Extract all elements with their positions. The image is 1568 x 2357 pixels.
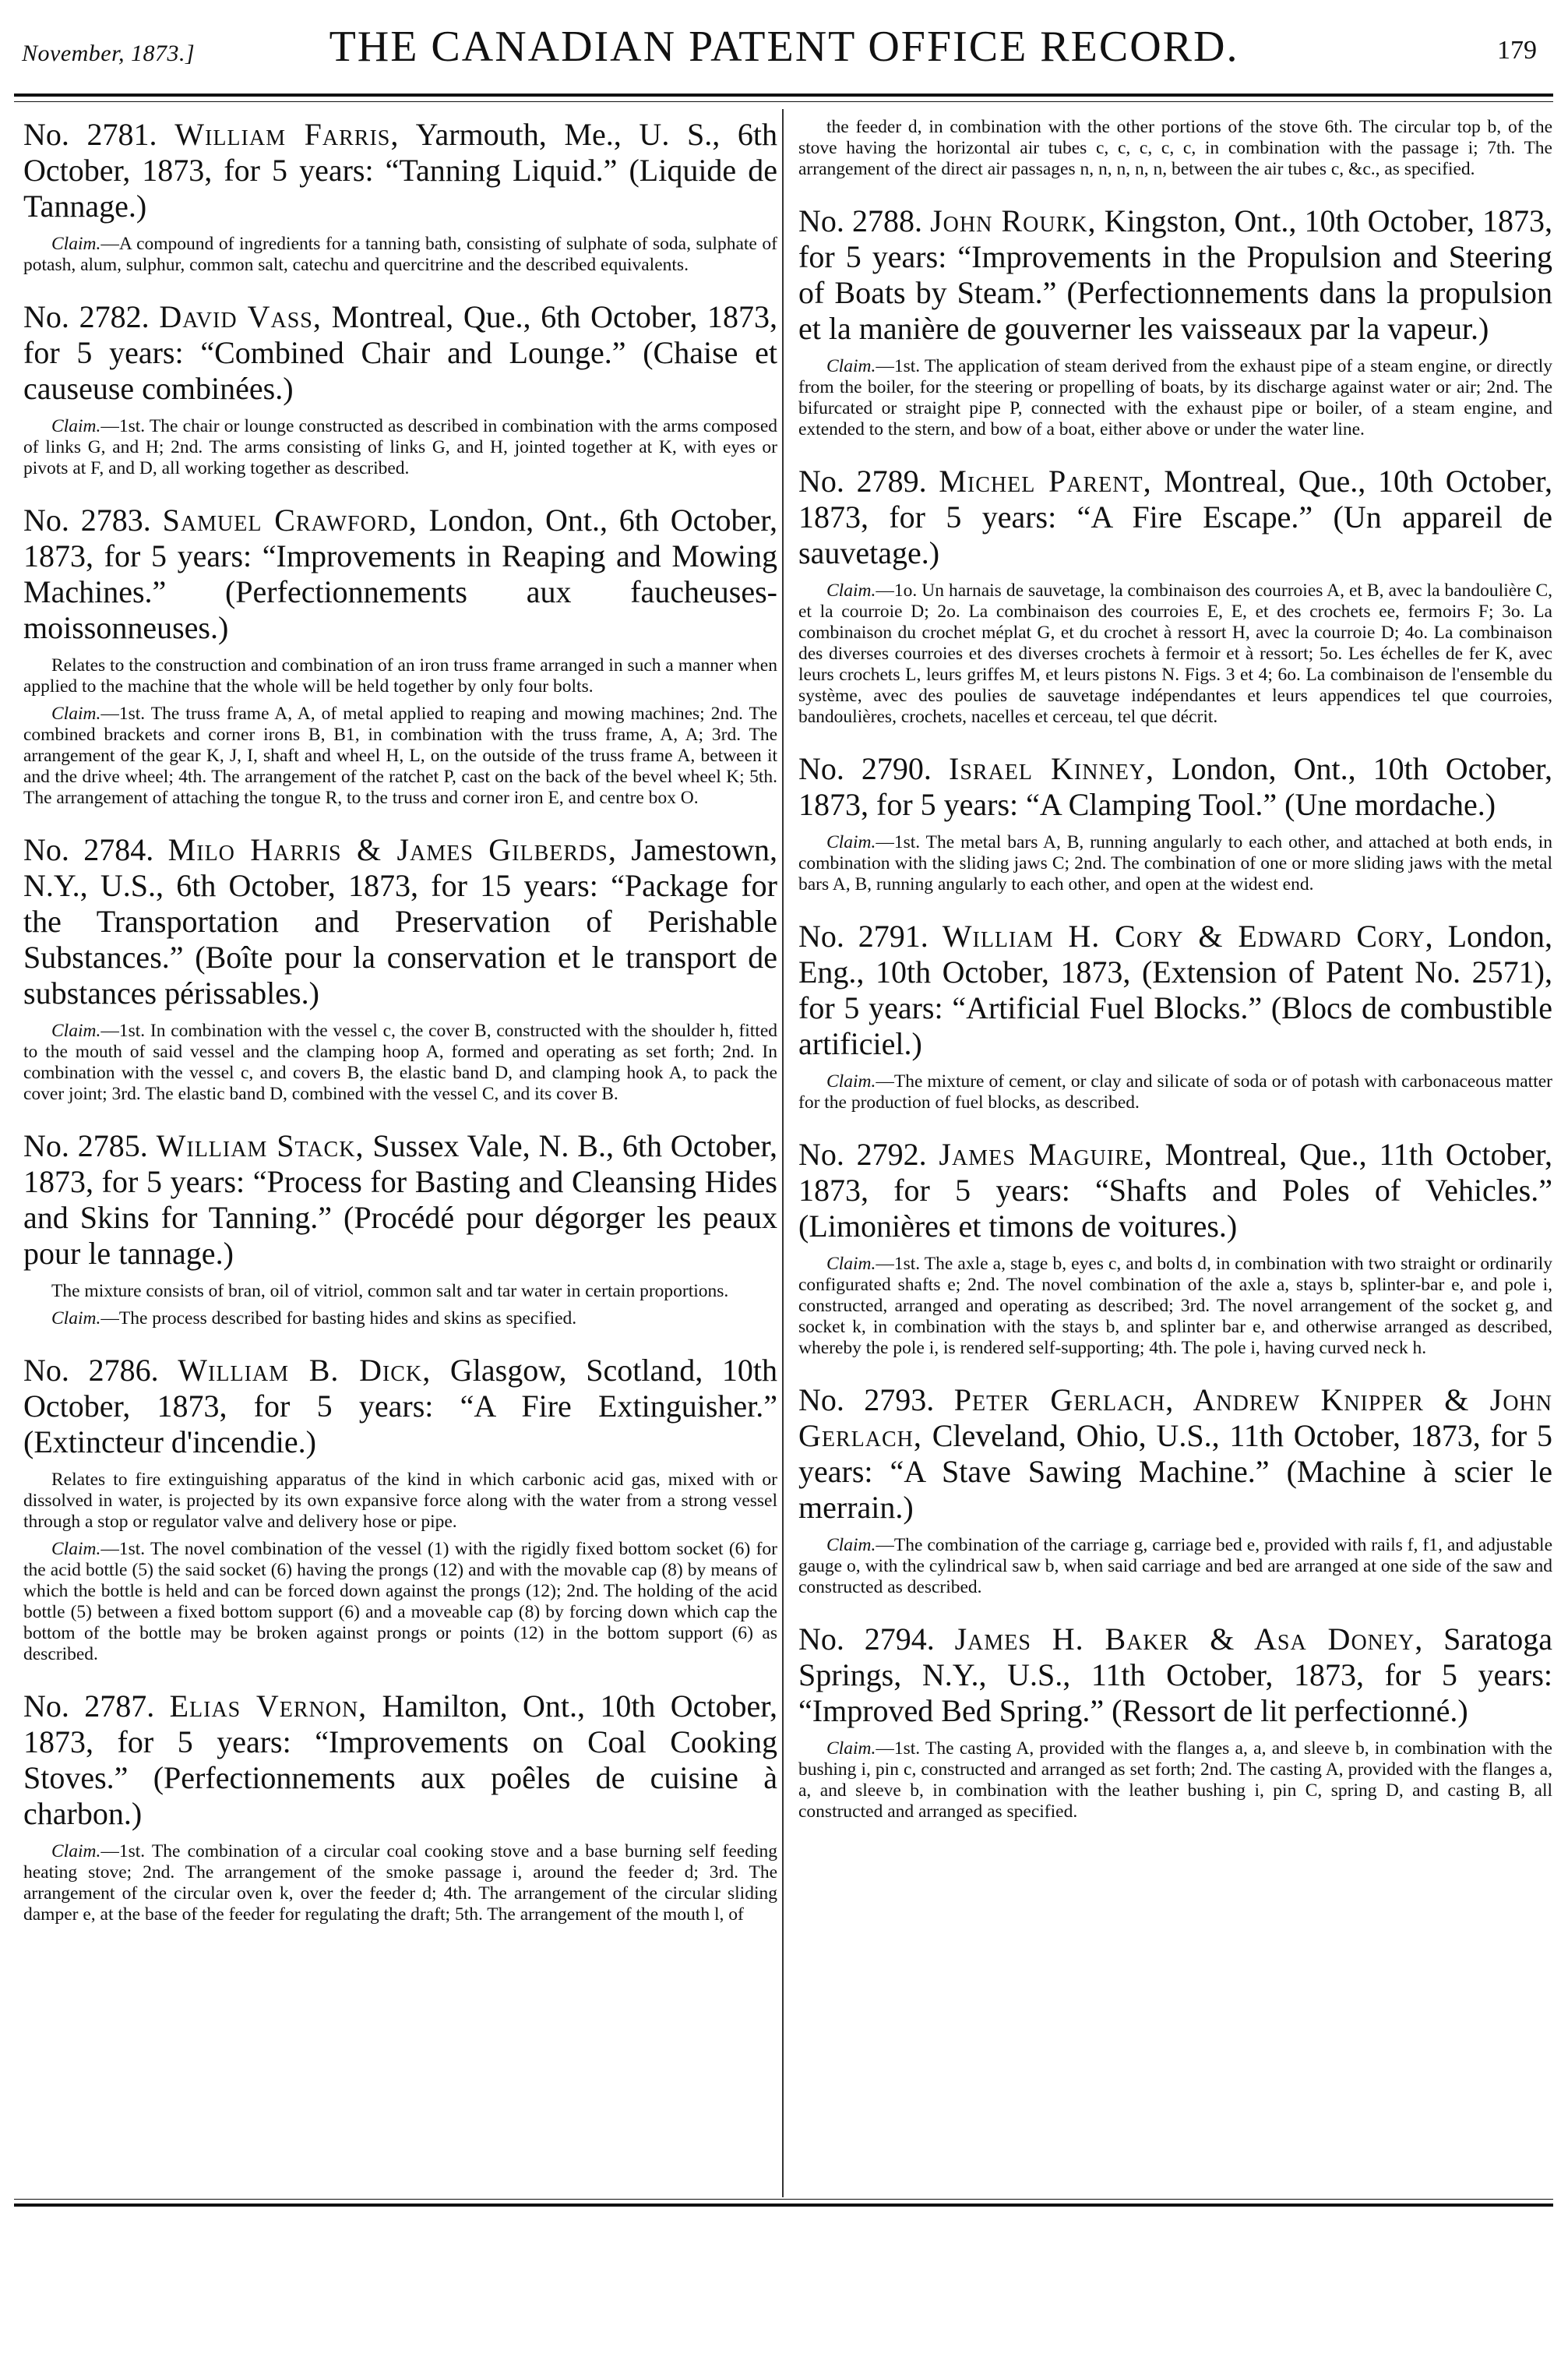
patent-heading xyxy=(23,832,777,1011)
patent-details: London, Ont., 10th October, 1873, for 5 years: “A Clamping Tool.” (Une mordache.) xyxy=(798,751,1553,822)
patentee-name: Samuel Crawford, xyxy=(162,503,418,538)
patent-number: No. 2791. xyxy=(798,919,928,954)
claim-paragraph xyxy=(798,1254,1552,1359)
patentee-name: William Stack, xyxy=(156,1128,365,1163)
patentee-name: Milo Harris & James Gilberds, xyxy=(167,832,617,867)
patent-details: Montreal, Que., 11th October, 1873, for 5 years: “Shafts and Poles of Vehicles.” (Limonières et timons de voitures.) xyxy=(798,1137,1553,1244)
patent-number: No. 2783. xyxy=(23,503,151,538)
patent-entry xyxy=(798,919,1552,1113)
claim-paragraph xyxy=(23,1539,777,1665)
patent-number: No. 2784. xyxy=(23,832,154,867)
patent-number: No. 2782. xyxy=(23,299,150,334)
claim-label: Claim. xyxy=(826,356,876,376)
claim-paragraph xyxy=(23,416,777,479)
paragraph-text: —1st. The metal bars A, B, running angularly to each other, and attached at both ends, in combination with the sliding jaws C; 2nd. The combination of one or more sliding jaws with the metal bars A, B, running angularly to each other, and open at the widest end. xyxy=(798,832,1552,894)
left-column xyxy=(23,117,777,1949)
patentee-name: Israel Kinney, xyxy=(949,751,1155,786)
claim-label: Claim. xyxy=(826,1535,876,1555)
column-divider xyxy=(782,109,784,2197)
paragraph-text: Relates to fire extinguishing apparatus of the kind in which carbonic acid gas, mixed with or dissolved in water, is projected by its own expansive force along with the water from a strong vessel through a stop or regulator valve and delivery hose or pipe. xyxy=(23,1470,777,1532)
patent-heading xyxy=(798,464,1552,571)
patentee-name: William B. Dick, xyxy=(178,1353,432,1388)
paragraph-text: —The process described for basting hides and skins as specified. xyxy=(100,1308,577,1328)
patent-heading xyxy=(798,203,1552,347)
patent-number: No. 2788. xyxy=(798,203,922,238)
patent-entry xyxy=(23,1128,777,1329)
claim-label: Claim. xyxy=(51,1308,101,1328)
claim-paragraph xyxy=(798,356,1552,440)
footer-rule-thin xyxy=(14,2199,1553,2200)
patent-details: Jamestown, N.Y., U.S., 6th October, 1873, for 15 years: “Package for the Transportation and Preservation of Perishable Substances.” (Boîte pour la conservation et le transport de substances périssables.) xyxy=(23,832,777,1011)
claim-label: Claim. xyxy=(51,1021,101,1041)
header-date: November, 1873.] xyxy=(22,41,196,66)
patent-entry xyxy=(798,1137,1552,1359)
patent-heading xyxy=(23,503,777,646)
patent-details: Glasgow, Scotland, 10th October, 1873, for 5 years: “A Fire Extinguisher.” (Extincteur d'incendie.) xyxy=(23,1353,778,1459)
patent-entry xyxy=(23,832,777,1105)
paragraph-text: —1st. In combination with the vessel c, the cover B, constructed with the shoulder h, fitted to the mouth of said vessel and the clamping hoop A, formed and operating as set forth; 2nd. In combination with the vessel c, and covers B, the elastic band D, and clamping hook A, to pack the cover joint; 3rd. The elastic band D, combined with the vessel C, and its cover B. xyxy=(23,1021,777,1104)
patent-entry xyxy=(23,1353,777,1665)
patent-entry xyxy=(798,464,1552,728)
patent-heading xyxy=(23,117,777,224)
patentee-name: William Farris, xyxy=(174,117,400,152)
patent-number: No. 2786. xyxy=(23,1353,159,1388)
claim-label: Claim. xyxy=(51,1539,101,1559)
description-paragraph xyxy=(23,1281,777,1302)
claim-label: Claim. xyxy=(826,1738,876,1759)
patent-number: No. 2794. xyxy=(798,1621,935,1657)
right-column xyxy=(798,117,1552,1846)
paragraph-text: the feeder d, in combination with the other portions of the stove 6th. The circular top b, of the stove having the horizontal air tubes c, c, c, c, c, in combination with the passage i; 7th. The arrangement of the direct air passages n, n, n, n, n, between the air tubes c, &c., as specified. xyxy=(798,117,1552,179)
patent-entry xyxy=(798,751,1552,895)
patent-details: Sussex Vale, N. B., 6th October, 1873, for 5 years: “Process for Basting and Cleansing Hides and Skins for Tanning.” (Procédé pour dégorger les peaux pour le tannage.) xyxy=(23,1128,778,1271)
claim-paragraph xyxy=(23,234,777,276)
patent-details: London, Ont., 6th October, 1873, for 5 years: “Improvements in Reaping and Mowing Machines.” (Perfectionnements aux faucheuses-moissonneuses.) xyxy=(23,503,778,645)
footer-rule-thick xyxy=(14,2204,1553,2207)
patent-heading xyxy=(798,1621,1552,1729)
paragraph-text: —The combination of the carriage g, carriage bed e, provided with rails f, f1, and adjustable gauge o, with the cylindrical saw b, when said carriage and bed are arranged at one side of the saw and constructed as described. xyxy=(798,1535,1552,1597)
claim-paragraph xyxy=(798,1071,1552,1113)
patent-details: Saratoga Springs, N.Y., U.S., 11th October, 1873, for 5 years: “Improved Bed Spring.” (Ressort de lit perfectionné.) xyxy=(798,1621,1553,1728)
patent-heading xyxy=(798,1382,1552,1526)
patent-entry xyxy=(798,1382,1552,1598)
paragraph-text: —1st. The application of steam derived from the exhaust pipe of a steam engine, or directly from the boiler, for the steering or propelling of boats, by its discharge against water or air; 2nd. The bifurcated or straight pipe P, connected with the exhaust pipe or boiler, of a steam engine, and extended to the stern, and bow of a boat, either above or under the water line. xyxy=(798,356,1552,439)
patentee-name: David Vass, xyxy=(159,299,322,334)
patent-number: No. 2789. xyxy=(798,464,927,499)
patent-entry xyxy=(23,503,777,809)
claim-label: Claim. xyxy=(826,1254,876,1274)
patentee-name: James Maguire, xyxy=(939,1137,1153,1172)
paragraph-text: —1o. Un harnais de sauvetage, la combinaison des courroies A, et B, avec la bandoulière C, et la courroie D; 2o. La combinaison des courroies E, E, et des crochets ee, fermoirs F; 3o. La combinaison du crochet méplat G, et du crochet à ressort H, avec la courroie D; 4o. La combinaison des diverses courroies et des diverses crochets à fermoir et à ressort; 5o. Les échelles de fer K, avec leurs crochets L, leurs griffes M, et leurs pistons N. Figs. 3 et 4; 6o. La combinaison de l'ensemble du système, avec des poulies de sauvetage indépendantes et leurs appendices tel que courroies, bandoulières, crochets, nacelles et cerceau, tel que décrit. xyxy=(798,580,1552,727)
paragraph-text: The mixture consists of bran, oil of vitriol, common salt and tar water in certain proportions. xyxy=(51,1281,729,1301)
claim-paragraph xyxy=(798,832,1552,895)
patentee-name: James H. Baker & Asa Doney, xyxy=(954,1621,1424,1657)
patent-heading xyxy=(798,1137,1552,1244)
claim-paragraph xyxy=(798,580,1552,728)
patent-number: No. 2790. xyxy=(798,751,932,786)
patent-heading xyxy=(23,1128,777,1272)
patent-number: No. 2785. xyxy=(23,1128,148,1163)
claim-label: Claim. xyxy=(826,580,876,601)
patent-number: No. 2781. xyxy=(23,117,157,152)
paragraph-text: —1st. The axle a, stage b, eyes c, and bolts d, in combination with two straight or ordinarily configurated shafts e; 2nd. The novel combination of the axle a, stays b, splinter-bar e, and pole i, constructed, arranged and operating as described; 3rd. The novel arrangement of the socket g, and socket k, in combination with the stays b, and splinter bar e, and otherwise arranged as described, whereby the pole i, is rendered self-supporting; 4th. The pole i, having curved neck h. xyxy=(798,1254,1552,1358)
patent-entry xyxy=(798,1621,1552,1822)
patent-details: London, Eng., 10th October, 1873, (Extension of Patent No. 2571), for 5 years: “Artificial Fuel Blocks.” (Blocs de combustible artificiel.) xyxy=(798,919,1553,1061)
patentee-name: John Rourk, xyxy=(930,203,1097,238)
patent-heading xyxy=(23,299,777,407)
patent-details: Hamilton, Ont., 10th October, 1873, for 5 years: “Improvements on Coal Cooking Stoves.” (Perfectionnements aux poêles de cuisine à charbon.) xyxy=(23,1688,777,1831)
patent-number: No. 2792. xyxy=(798,1137,927,1172)
description-paragraph xyxy=(23,1470,777,1533)
paragraph-text: —1st. The combination of a circular coal cooking stove and a base burning self feeding heating stove; 2nd. The arrangement of the smoke passage i, around the feeder d; 3rd. The arrangement of the circular oven k, over the feeder d; 4th. The arrangement of the circular sliding damper e, at the base of the feeder for regulating the draft; 5th. The arrangement of the mouth l, of xyxy=(23,1841,777,1925)
paragraph-text: Relates to the construction and combination of an iron truss frame arranged in such a manner when applied to the machine that the whole will be held together by only four bolts. xyxy=(23,655,777,697)
claim-label: Claim. xyxy=(826,1071,876,1092)
patent-number: No. 2787. xyxy=(23,1688,155,1724)
claim-label: Claim. xyxy=(51,704,101,724)
paragraph-text: —1st. The novel combination of the vessel (1) with the rigidly fixed bottom socket (6) for the acid bottle (5) the said socket (6) having the prongs (12) and with the movable cap (8) by means of which the bottle is held and can be forced down against the prongs (12); 2nd. The holding of the acid bottle (5) between a fixed bottom support (6) and a moveable cap (8) by forcing down which cap the bottom of the bottle may be broken against prongs or points (12) in the bottom support (6) as described. xyxy=(23,1539,777,1664)
patent-details: Montreal, Que., 10th October, 1873, for 5 years: “A Fire Escape.” (Un appareil de sauvetage.) xyxy=(798,464,1552,570)
header-rule-thin xyxy=(14,101,1553,102)
patent-entry xyxy=(23,299,777,479)
description-paragraph xyxy=(798,117,1552,180)
patent-heading xyxy=(23,1353,777,1460)
claim-label: Claim. xyxy=(51,1841,101,1861)
patentee-name: William H. Cory & Edward Cory, xyxy=(942,919,1434,954)
patent-details: Yarmouth, Me., U. S., 6th October, 1873, for 5 years: “Tanning Liquid.” (Liquide de Tannage.) xyxy=(23,117,778,224)
claim-label: Claim. xyxy=(51,234,101,254)
claim-label: Claim. xyxy=(51,416,101,436)
patent-number: No. 2793. xyxy=(798,1382,935,1417)
paragraph-text: —1st. The truss frame A, A, of metal applied to reaping and mowing machines; 2nd. The combined brackets and corner irons B, B1, in combination with the truss frame, A, A; 3rd. The arrangement of the gear K, J, I, shaft and wheel H, L, on the outside of the truss frame A, between it and the drive wheel; 4th. The arrangement of the ratchet P, cast on the back of the bevel wheel K; 5th. The arrangement of attaching the tongue R, to the truss and corner iron E, and centre box O. xyxy=(23,704,777,808)
patent-entry xyxy=(798,117,1552,180)
description-paragraph xyxy=(23,655,777,697)
header-rule-thick xyxy=(14,94,1553,97)
header-page-number: 179 xyxy=(1497,36,1537,65)
patentee-name: Michel Parent, xyxy=(939,464,1152,499)
patent-entry xyxy=(23,117,777,276)
patent-entry xyxy=(23,1688,777,1925)
patent-heading xyxy=(798,919,1552,1062)
patent-heading xyxy=(23,1688,777,1832)
patent-details: Montreal, Que., 6th October, 1873, for 5 years: “Combined Chair and Lounge.” (Chaise et causeuse combinées.) xyxy=(23,299,778,406)
header-title: THE CANADIAN PATENT OFFICE RECORD. xyxy=(329,23,1239,71)
claim-paragraph xyxy=(23,704,777,809)
claim-paragraph xyxy=(798,1738,1552,1822)
claim-paragraph xyxy=(798,1535,1552,1598)
paragraph-text: —A compound of ingredients for a tanning bath, consisting of sulphate of soda, sulphate of potash, alum, sulphur, common salt, catechu and quercitrine and the described equivalents. xyxy=(23,234,777,275)
paragraph-text: —1st. The casting A, provided with the flanges a, a, and sleeve b, in combination with the bushing i, pin c, constructed and arranged as set forth; 2nd. The casting A, provided with the flanges a, a, and sleeve b, in combination with the leather bushing i, pin C, spring D, and casting B, all constructed and arranged as specified. xyxy=(798,1738,1552,1822)
claim-paragraph xyxy=(23,1841,777,1925)
patentee-name: Elias Vernon, xyxy=(169,1688,368,1724)
patent-details: Kingston, Ont., 10th October, 1873, for 5 years: “Improvements in the Propulsion and Steering of Boats by Steam.” (Perfectionnements dans la propulsion et la manière de gouverner les vaisseaux par la vapeur.) xyxy=(798,203,1553,346)
paragraph-text: —The mixture of cement, or clay and silicate of soda or of potash with carbonaceous matter for the production of fuel blocks, as described. xyxy=(798,1071,1552,1113)
claim-label: Claim. xyxy=(826,832,876,852)
patent-entry xyxy=(798,203,1552,440)
claim-paragraph xyxy=(23,1308,777,1329)
patent-heading xyxy=(798,751,1552,823)
paragraph-text: —1st. The chair or lounge constructed as described in combination with the arms composed of links G, and H; 2nd. The arms consisting of links G, and H, jointed together at K, with eyes or pivots at F, and D, all working together as described. xyxy=(23,416,777,478)
patentee-name: Peter Gerlach, Andrew Knipper & John Gerlach, xyxy=(798,1382,1552,1453)
patent-details: Cleveland, Ohio, U.S., 11th October, 1873, for 5 years: “A Stave Sawing Machine.” (Machine à scier le merrain.) xyxy=(798,1418,1553,1525)
claim-paragraph xyxy=(23,1021,777,1105)
